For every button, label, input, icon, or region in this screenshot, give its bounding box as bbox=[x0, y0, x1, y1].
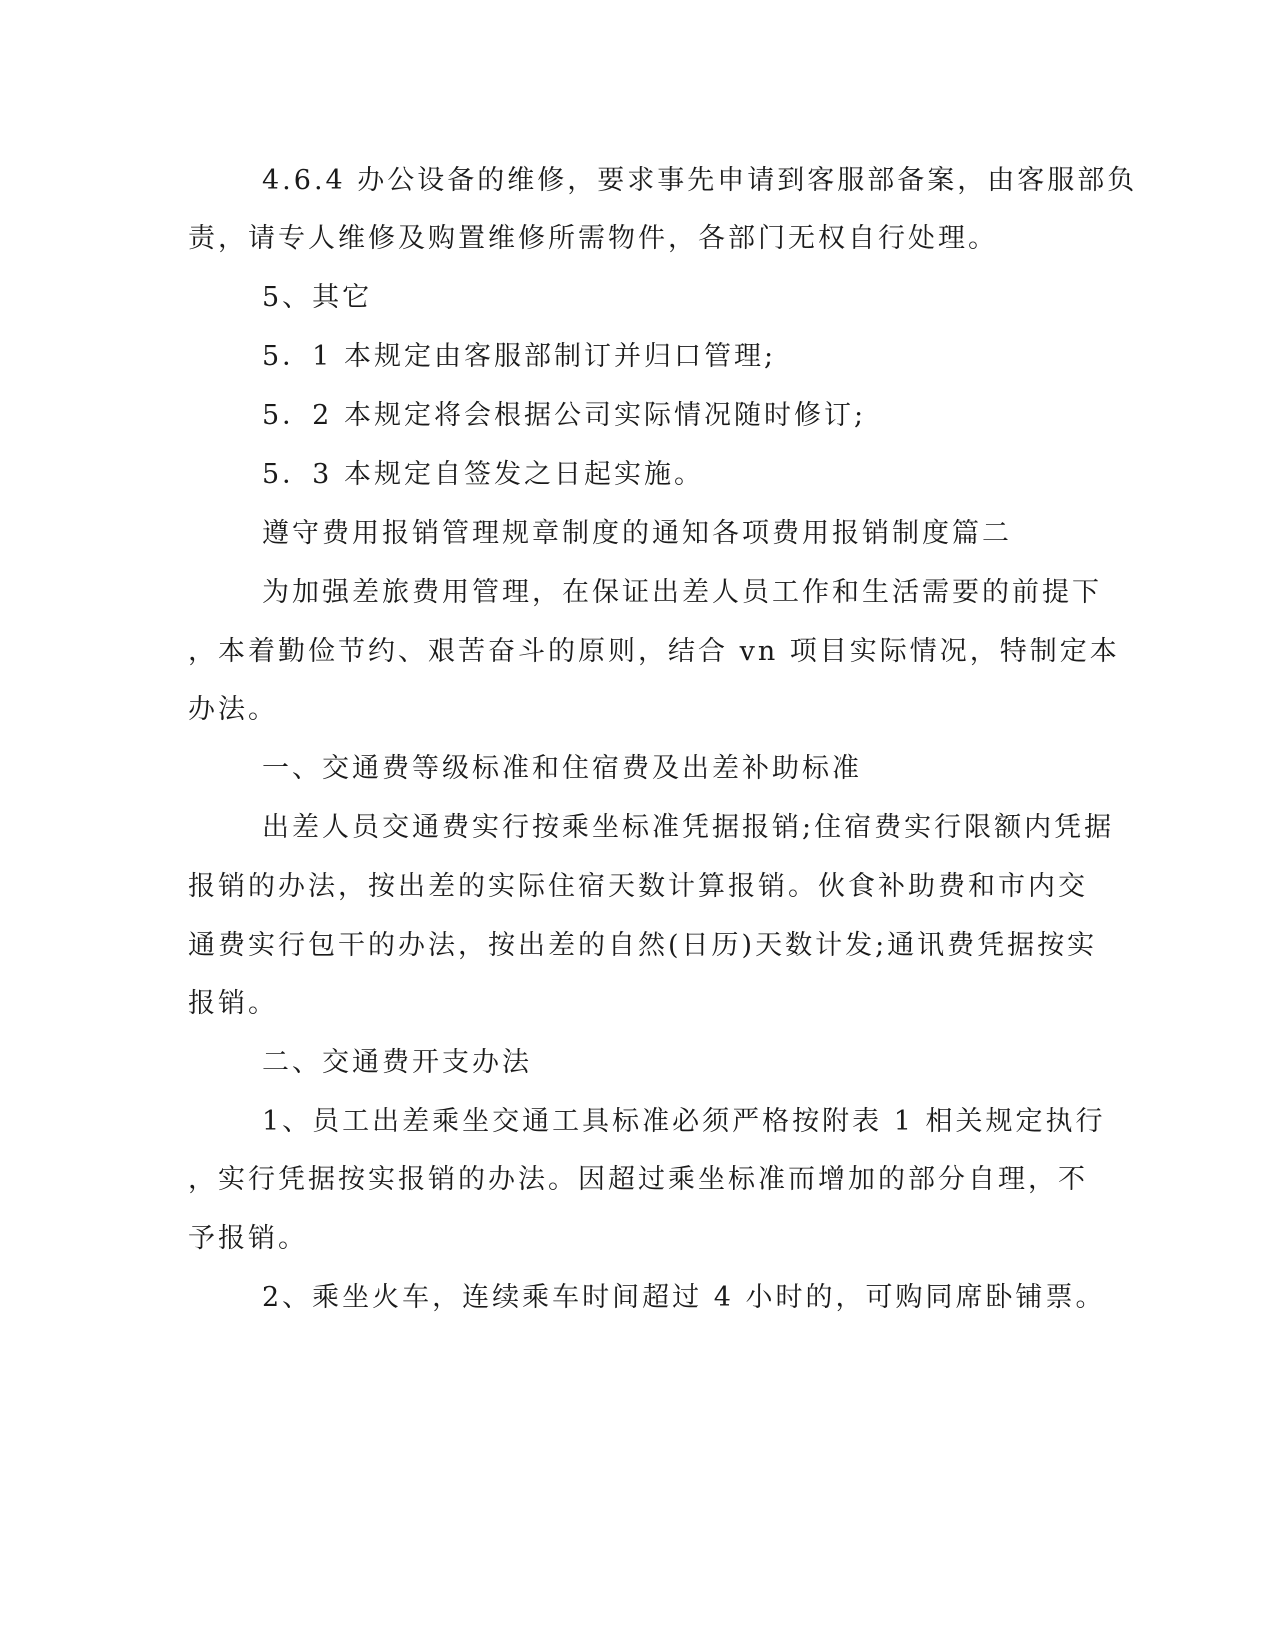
paragraph-line: 办法。 bbox=[188, 694, 278, 725]
paragraph-line: 5．2 本规定将会根据公司实际情况随时修订; bbox=[262, 400, 867, 431]
paragraph-line: 出差人员交通费实行按乘坐标准凭据报销;住宿费实行限额内凭据 bbox=[262, 812, 1115, 843]
paragraph-line: 予报销。 bbox=[188, 1223, 308, 1254]
section-heading: 二、交通费开支办法 bbox=[262, 1047, 532, 1078]
paragraph-line: 报销。 bbox=[188, 988, 278, 1019]
paragraph-line: 1、员工出差乘坐交通工具标准必须严格按附表 1 相关规定执行 bbox=[262, 1106, 1106, 1137]
paragraph-line: 为加强差旅费用管理，在保证出差人员工作和生活需要的前提下 bbox=[262, 577, 1102, 608]
paragraph-line: ，本着勤俭节约、艰苦奋斗的原则，结合 vn 项目实际情况，特制定本 bbox=[188, 636, 1120, 667]
paragraph-line: 报销的办法，按出差的实际住宿天数计算报销。伙食补助费和市内交 bbox=[188, 871, 1088, 902]
paragraph-line: 责，请专人维修及购置维修所需物件，各部门无权自行处理。 bbox=[188, 223, 998, 254]
document-heading: 遵守费用报销管理规章制度的通知各项费用报销制度篇二 bbox=[262, 518, 1012, 549]
paragraph-line: ，实行凭据按实报销的办法。因超过乘坐标准而增加的部分自理，不 bbox=[188, 1164, 1088, 1195]
section-heading: 5、其它 bbox=[262, 282, 373, 313]
paragraph-line: 5．1 本规定由客服部制订并归口管理; bbox=[262, 341, 777, 372]
paragraph-line: 4.6.4 办公设备的维修，要求事先申请到客服部备案，由客服部负 bbox=[262, 165, 1138, 196]
paragraph-line: 5．3 本规定自签发之日起实施。 bbox=[262, 459, 704, 490]
section-heading: 一、交通费等级标准和住宿费及出差补助标准 bbox=[262, 753, 862, 784]
paragraph-line: 2、乘坐火车，连续乘车时间超过 4 小时的，可购同席卧铺票。 bbox=[262, 1282, 1106, 1313]
paragraph-line: 通费实行包干的办法，按出差的自然(日历)天数计发;通讯费凭据按实 bbox=[188, 930, 1098, 961]
